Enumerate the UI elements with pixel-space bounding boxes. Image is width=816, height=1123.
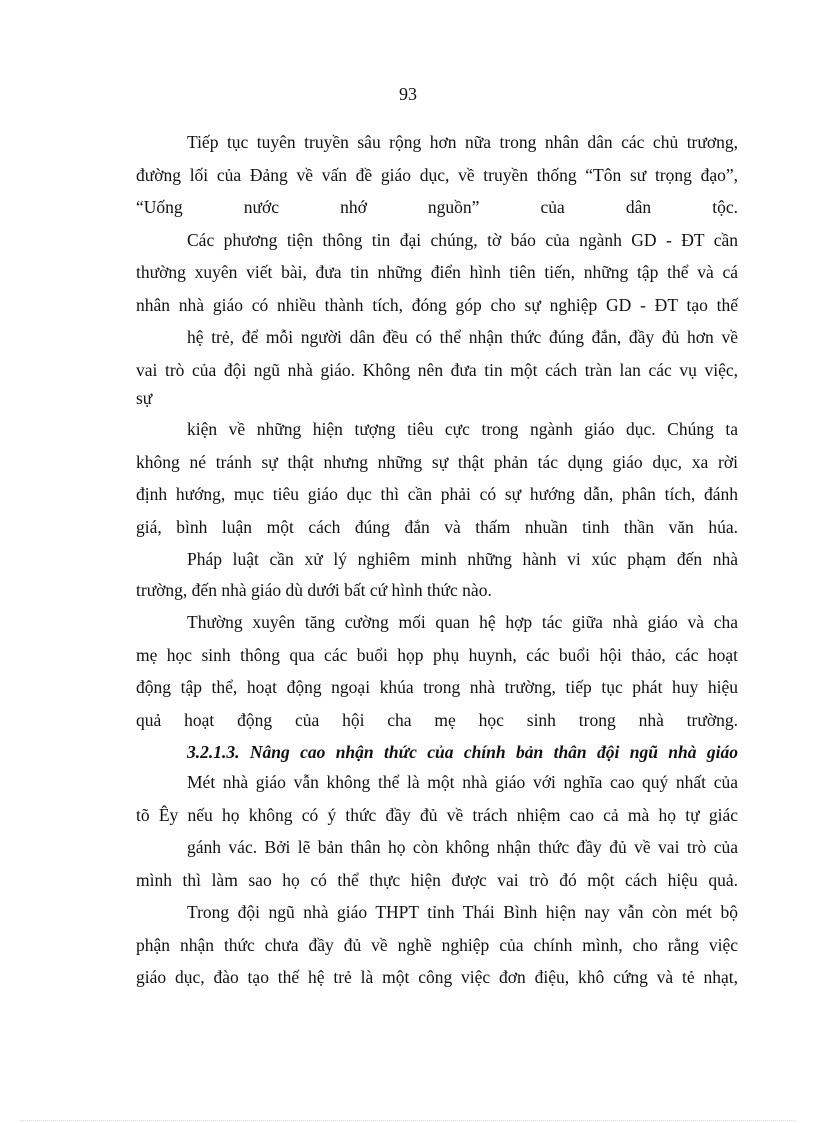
text-line: giáo dục, đào tạo thế hệ trẻ là một công việc đơn điệu, khô cứng và tẻ nhạt,: [136, 967, 738, 987]
text-line: giá, bình luận một cách đúng đắn và thấm nhuần tinh thần văn húa.: [136, 517, 738, 537]
text-line: đường lối của Đảng về vấn đề giáo dục, về truyền thống “Tôn sư trọng đạo”,: [136, 165, 738, 185]
text-line: vai trò của đội ngũ nhà giáo. Không nên đưa tin một cách tràn lan các vụ việc,: [136, 360, 738, 380]
text-line: quả hoạt động của hội cha mẹ học sinh trong nhà trường.: [136, 710, 738, 730]
text-line: “Uống nước nhớ nguồn” của dân tộc.: [136, 197, 738, 217]
page-number: 93: [399, 84, 417, 104]
text-line: mình thì làm sao họ có thể thực hiện được vai trò đó một cách hiệu quả.: [136, 870, 738, 890]
section-heading: 3.2.1.3. Nâng cao nhận thức của chính bản thân đội ngũ nhà giáo: [187, 742, 738, 762]
text-line: phận nhận thức chưa đầy đủ về nghề nghiệp của chính mình, cho rằng việc: [136, 935, 738, 955]
text-line: kiện về những hiện tượng tiêu cực trong ngành giáo dục. Chúng ta: [187, 419, 738, 439]
text-line: sự: [136, 388, 153, 408]
text-line: định hướng, mục tiêu giáo dục thì cần phải có sự hướng dẫn, phân tích, đánh: [136, 484, 738, 504]
text-line: không né tránh sự thật nhưng những sự thật phản tác dụng giáo dục, xa rời: [136, 452, 738, 472]
text-line: tõ Êy nếu họ không có ý thức đầy đủ về trách nhiệm cao cả mà họ tự giác: [136, 805, 738, 825]
text-line: Pháp luật cần xử lý nghiêm minh những hành vi xúc phạm đến nhà: [187, 549, 738, 569]
text-line: Tiếp tục tuyên truyền sâu rộng hơn nữa trong nhân dân các chủ trương,: [187, 132, 738, 152]
text-line: hệ trẻ, để mỗi người dân đều có thể nhận thức đúng đắn, đầy đủ hơn về: [187, 327, 738, 347]
text-line: gánh vác. Bởi lẽ bản thân họ còn không nhận thức đầy đủ về vai trò của: [187, 837, 738, 857]
text-line: động tập thể, hoạt động ngoại khúa trong nhà trường, tiếp tục phát huy hiệu: [136, 677, 738, 697]
text-line: Mét nhà giáo vẫn không thể là một nhà giáo với nghĩa cao quý nhất của: [187, 772, 738, 792]
text-line: Thường xuyên tăng cường mối quan hệ hợp tác giữa nhà giáo và cha: [187, 612, 738, 632]
page-bottom-rule: [20, 1120, 796, 1121]
text-line: nhân nhà giáo có nhiều thành tích, đóng góp cho sự nghiệp GD - ĐT tạo thế: [136, 295, 738, 315]
text-line: Các phương tiện thông tin đại chúng, tờ báo của ngành GD - ĐT cần: [187, 230, 738, 250]
text-line: trường, đến nhà giáo dù dưới bất cứ hình thức nào.: [136, 580, 492, 600]
text-line: thường xuyên viết bài, đưa tin những điển hình tiên tiến, những tập thể và cá: [136, 262, 738, 282]
text-line: mẹ học sinh thông qua các buổi họp phụ huynh, các buổi hội thảo, các hoạt: [136, 645, 738, 665]
text-line: Trong đội ngũ nhà giáo THPT tỉnh Thái Bình hiện nay vẫn còn mét bộ: [187, 902, 738, 922]
